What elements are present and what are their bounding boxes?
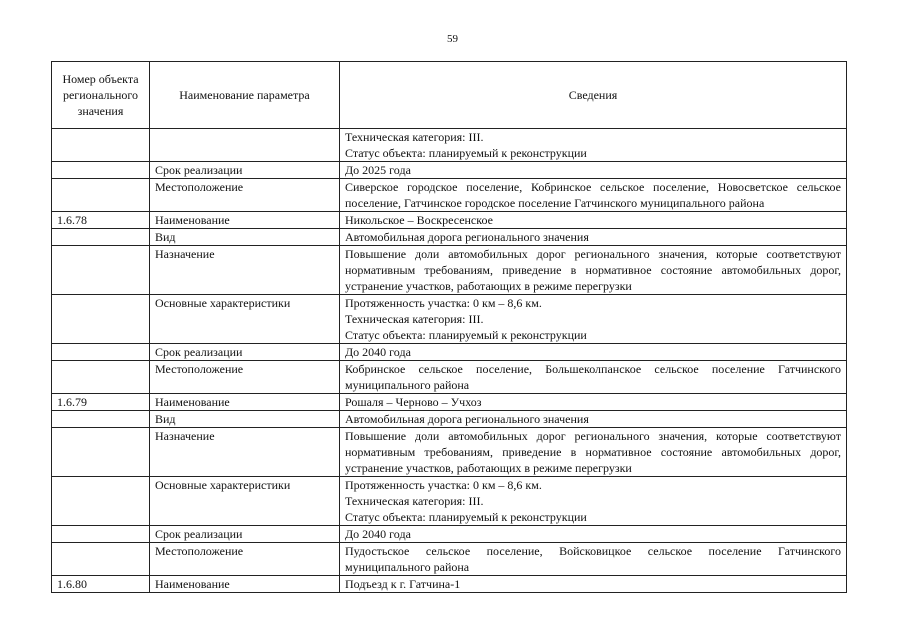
page-number: 59 — [447, 33, 458, 45]
table-row — [52, 129, 847, 162]
table-row — [52, 543, 847, 576]
object-number-cell — [52, 295, 150, 344]
table-row — [52, 344, 847, 361]
object-number-cell: 1.6.80 — [52, 576, 150, 593]
info-line: Протяженность участка: 0 км – 8,6 км. — [345, 296, 542, 310]
info-line: Техническая категория: III. — [345, 312, 484, 326]
object-number-cell — [52, 361, 150, 394]
object-number-cell — [52, 246, 150, 295]
parameter-cell: Вид — [150, 411, 340, 428]
object-number-cell — [52, 229, 150, 246]
info-line: Статус объекта: планируемый к реконструкции — [345, 146, 587, 160]
parameter-cell: Срок реализации — [150, 526, 340, 543]
table-row — [52, 212, 847, 229]
info-cell: Автомобильная дорога регионального значения — [340, 229, 847, 246]
info-cell: Повышение доли автомобильных дорог регионального значения, которые соответствуют нормативным требованиям, приведение в нормативное состояние автомобильных дорог, устранение участков, работающих в режиме перегрузки — [340, 246, 847, 295]
object-number-cell — [52, 543, 150, 576]
table-row — [52, 295, 847, 344]
header-parameter-name: Наименование параметра — [150, 62, 340, 129]
info-cell — [340, 129, 847, 162]
info-line: Протяженность участка: 0 км – 8,6 км. — [345, 478, 542, 492]
parameter-cell: Основные характеристики — [150, 295, 340, 344]
table-body — [52, 129, 847, 593]
parameter-cell: Срок реализации — [150, 162, 340, 179]
info-line: Статус объекта: планируемый к реконструкции — [345, 328, 587, 342]
object-number-cell — [52, 411, 150, 428]
table-row — [52, 361, 847, 394]
info-cell: Кобринское сельское поселение, Большеколпанское сельское поселение Гатчинского муниципального района — [340, 361, 847, 394]
info-cell: Повышение доли автомобильных дорог регионального значения, которые соответствуют нормативным требованиям, приведение в нормативное состояние автомобильных дорог, устранение участков, работающих в режиме перегрузки — [340, 428, 847, 477]
info-cell: Пудостьское сельское поселение, Войсковицкое сельское поселение Гатчинского муниципального района — [340, 543, 847, 576]
object-number-cell — [52, 344, 150, 361]
parameter-cell: Назначение — [150, 246, 340, 295]
parameter-cell: Местоположение — [150, 543, 340, 576]
info-cell — [340, 295, 847, 344]
object-number-cell — [52, 526, 150, 543]
parameter-cell: Наименование — [150, 212, 340, 229]
object-number-cell: 1.6.79 — [52, 394, 150, 411]
info-cell: Сиверское городское поселение, Кобринское сельское поселение, Новосветское сельское поселение, Гатчинское городское поселение Гатчинского муниципального района — [340, 179, 847, 212]
parameter-cell: Срок реализации — [150, 344, 340, 361]
info-cell: До 2040 года — [340, 344, 847, 361]
parameter-cell: Вид — [150, 229, 340, 246]
table-row — [52, 576, 847, 593]
parameter-cell: Наименование — [150, 576, 340, 593]
object-number-cell — [52, 477, 150, 526]
table-row — [52, 394, 847, 411]
table-row — [52, 246, 847, 295]
info-line: Техническая категория: III. — [345, 130, 484, 144]
info-cell: Автомобильная дорога регионального значения — [340, 411, 847, 428]
info-cell: До 2025 года — [340, 162, 847, 179]
table-row — [52, 179, 847, 212]
object-number-cell — [52, 179, 150, 212]
parameter-cell — [150, 129, 340, 162]
parameter-cell: Назначение — [150, 428, 340, 477]
object-number-cell — [52, 428, 150, 477]
info-cell: Никольское – Воскресенское — [340, 212, 847, 229]
parameter-cell: Местоположение — [150, 179, 340, 212]
info-cell: До 2040 года — [340, 526, 847, 543]
object-number-cell — [52, 129, 150, 162]
info-cell — [340, 477, 847, 526]
table-header-row — [52, 62, 847, 129]
parameters-table — [51, 61, 847, 593]
info-cell: Рошаля – Черново – Учхоз — [340, 394, 847, 411]
info-line: Техническая категория: III. — [345, 494, 484, 508]
table-row — [52, 477, 847, 526]
table-row — [52, 162, 847, 179]
info-line: Статус объекта: планируемый к реконструкции — [345, 510, 587, 524]
object-number-cell: 1.6.78 — [52, 212, 150, 229]
table-row — [52, 526, 847, 543]
object-number-cell — [52, 162, 150, 179]
table-row — [52, 428, 847, 477]
header-object-number: Номер объекта регионального значения — [52, 62, 150, 129]
table-row — [52, 229, 847, 246]
info-cell: Подъезд к г. Гатчина-1 — [340, 576, 847, 593]
table-row — [52, 411, 847, 428]
header-information: Сведения — [340, 62, 847, 129]
parameter-cell: Местоположение — [150, 361, 340, 394]
parameter-cell: Основные характеристики — [150, 477, 340, 526]
parameter-cell: Наименование — [150, 394, 340, 411]
